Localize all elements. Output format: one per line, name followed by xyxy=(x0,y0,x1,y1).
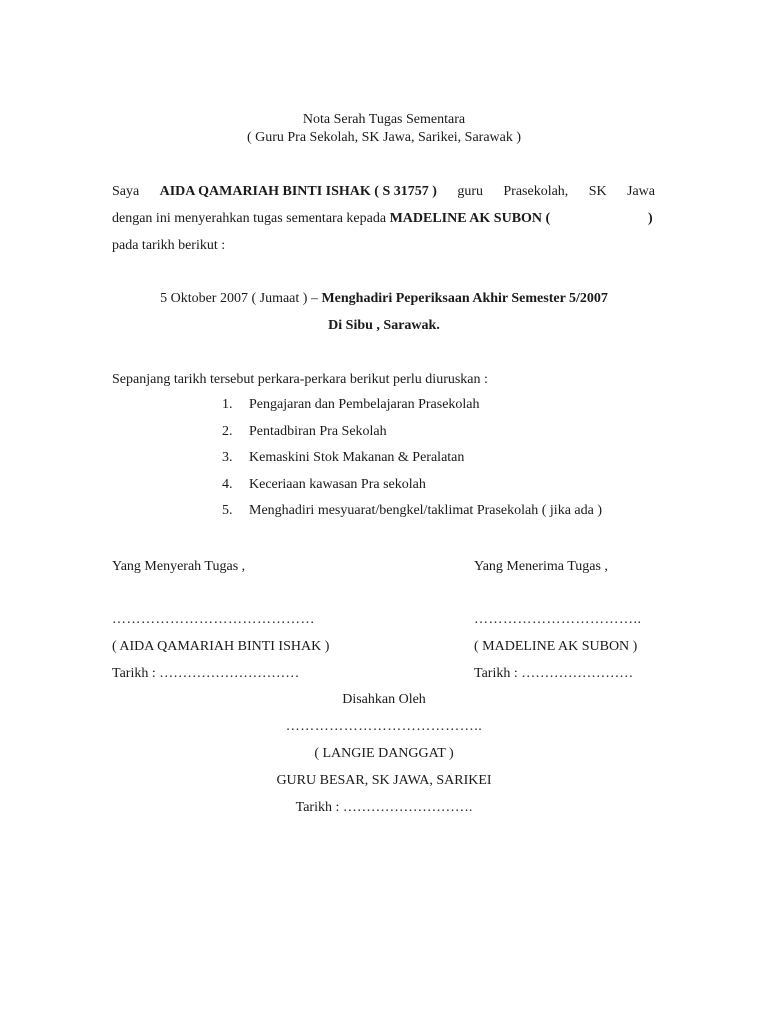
receiver-signature-line: …………………………….. xyxy=(474,612,642,627)
task-text: Pengajaran dan Pembelajaran Prasekolah xyxy=(249,397,480,412)
intro-word-jawa: Jawa xyxy=(627,184,655,199)
task-text: Menghadiri mesyuarat/bengkel/taklimat Prasekolah ( jika ada ) xyxy=(249,503,602,519)
receiver-date: Tarikh : …………………… xyxy=(474,666,634,681)
receiver-label: Yang Menerima Tugas , xyxy=(474,559,608,574)
intro-line-2 xyxy=(112,210,550,228)
intro-receiver-name: MADELINE AK SUBON ( xyxy=(389,211,551,226)
approval-label: Disahkan Oleh xyxy=(342,692,426,707)
task-number: 5. xyxy=(222,503,233,519)
task-text: Pentadbiran Pra Sekolah xyxy=(249,423,387,439)
task-number: 3. xyxy=(222,450,233,466)
task-number: 4. xyxy=(222,476,233,492)
giver-name: ( AIDA QAMARIAH BINTI ISHAK ) xyxy=(112,639,330,654)
task-number: 1. xyxy=(222,397,233,412)
intro-giver-name: AIDA QAMARIAH BINTI ISHAK ( S 31757 ) xyxy=(159,184,437,199)
intro-word-sk: SK xyxy=(588,184,607,199)
event-title: Menghadiri Peperiksaan Akhir Semester 5/2007 xyxy=(321,291,608,306)
task-text: Keceriaan kawasan Pra sekolah xyxy=(249,476,426,492)
document-title: Nota Serah Tugas Sementara xyxy=(302,112,466,127)
intro-receiver-close-paren: ) xyxy=(648,211,653,226)
list-item xyxy=(222,502,602,529)
intro-word-saya: Saya xyxy=(112,184,140,199)
list-item xyxy=(222,396,602,423)
intro-line-1 xyxy=(112,183,655,201)
event-date: 5 Oktober 2007 ( Jumaat ) – xyxy=(160,291,322,306)
intro-word-guru: guru xyxy=(457,184,483,199)
list-item xyxy=(222,423,602,450)
task-text: Kemaskini Stok Makanan & Peralatan xyxy=(249,450,465,466)
intro-word-prasekolah: Prasekolah, xyxy=(503,184,569,199)
approval-date: Tarikh : ………………………. xyxy=(295,800,473,815)
event-line xyxy=(0,290,768,308)
tasks-intro: Sepanjang tarikh tersebut perkara-perkara berikut perlu diuruskan : xyxy=(112,372,488,387)
giver-signature-line: …………………………………… xyxy=(112,612,315,627)
list-item xyxy=(222,449,602,476)
document-subtitle: ( Guru Pra Sekolah, SK Jawa, Sarikei, Sarawak ) xyxy=(246,130,522,145)
receiver-name: ( MADELINE AK SUBON ) xyxy=(474,639,638,654)
task-list xyxy=(222,396,602,529)
task-number: 2. xyxy=(222,423,233,439)
approval-signature-line: ………………………………….. xyxy=(285,719,483,734)
giver-date: Tarikh : ………………………… xyxy=(112,666,300,681)
intro-line-3: pada tarikh berikut : xyxy=(112,238,226,253)
list-item xyxy=(222,476,602,503)
approver-name: ( LANGIE DANGGAT ) xyxy=(314,746,454,761)
intro-line-2-text: dengan ini menyerahkan tugas sementara kepada xyxy=(112,211,390,226)
giver-label: Yang Menyerah Tugas , xyxy=(112,559,246,574)
approver-position: GURU BESAR, SK JAWA, SARIKEI xyxy=(276,773,492,788)
event-location: Di Sibu , Sarawak. xyxy=(328,318,440,333)
